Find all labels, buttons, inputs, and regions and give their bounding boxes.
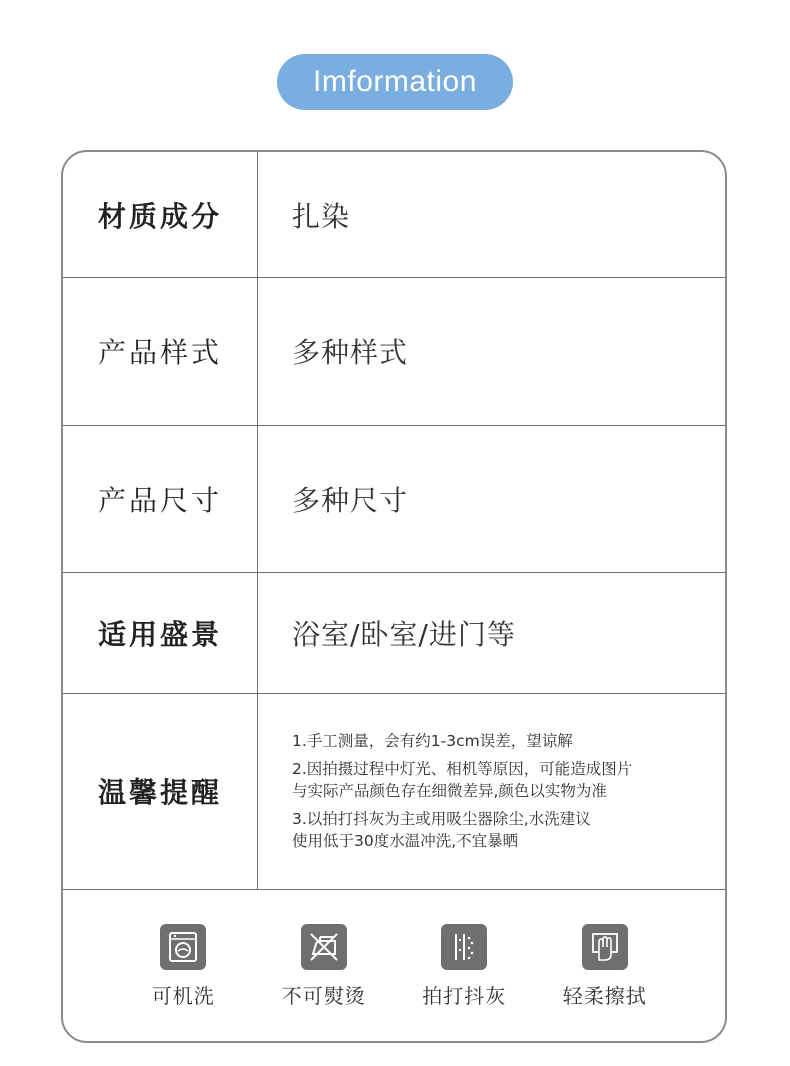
row-label: 材质成分 <box>63 152 258 277</box>
table-row-style <box>63 277 725 426</box>
info-card <box>61 150 727 1043</box>
table-row-scene <box>63 572 725 694</box>
note-line: 使用低于30度水温冲洗,不宜暴晒 <box>292 832 519 850</box>
row-label: 温馨提醒 <box>63 693 258 889</box>
row-value: 多种尺寸 <box>292 483 409 517</box>
row-value: 多种样式 <box>292 336 409 369</box>
notes-text <box>258 693 725 889</box>
table-row-size <box>63 425 725 573</box>
note-line: 1.手工测量，会有约1-3cm误差，望谅解 <box>292 732 573 750</box>
care-label: 拍打抖灰 <box>422 983 507 1008</box>
section-title: Imformation <box>313 65 477 98</box>
washing-machine-icon <box>160 924 206 970</box>
care-instructions <box>63 889 725 1043</box>
care-label: 不可熨烫 <box>281 983 366 1008</box>
table-row-notes <box>63 693 725 890</box>
care-label: 轻柔擦拭 <box>562 983 647 1008</box>
care-item-pat-dust <box>409 924 519 1009</box>
note-line: 2.因拍摄过程中灯光、相机等原因，可能造成图片 <box>292 760 633 778</box>
care-item-machine-wash <box>128 924 238 1009</box>
row-label: 产品尺寸 <box>63 425 258 572</box>
row-label: 产品样式 <box>63 277 258 425</box>
note-line: 3.以拍打抖灰为主或用吸尘器除尘,水洗建议 <box>292 810 591 828</box>
care-item-gentle-wipe <box>550 924 660 1009</box>
pat-dust-icon <box>441 924 487 970</box>
no-iron-icon <box>301 924 347 970</box>
gentle-wipe-icon <box>582 924 628 970</box>
care-item-no-iron <box>269 924 379 1009</box>
section-title-badge <box>277 54 513 110</box>
row-label: 适用盛景 <box>63 572 258 693</box>
row-value: 扎染 <box>292 199 351 233</box>
table-row-material <box>63 152 725 278</box>
row-value: 浴室/卧室/进门等 <box>292 617 516 651</box>
note-line: 与实际产品颜色存在细微差异,颜色以实物为准 <box>292 782 607 800</box>
care-label: 可机洗 <box>151 983 215 1008</box>
